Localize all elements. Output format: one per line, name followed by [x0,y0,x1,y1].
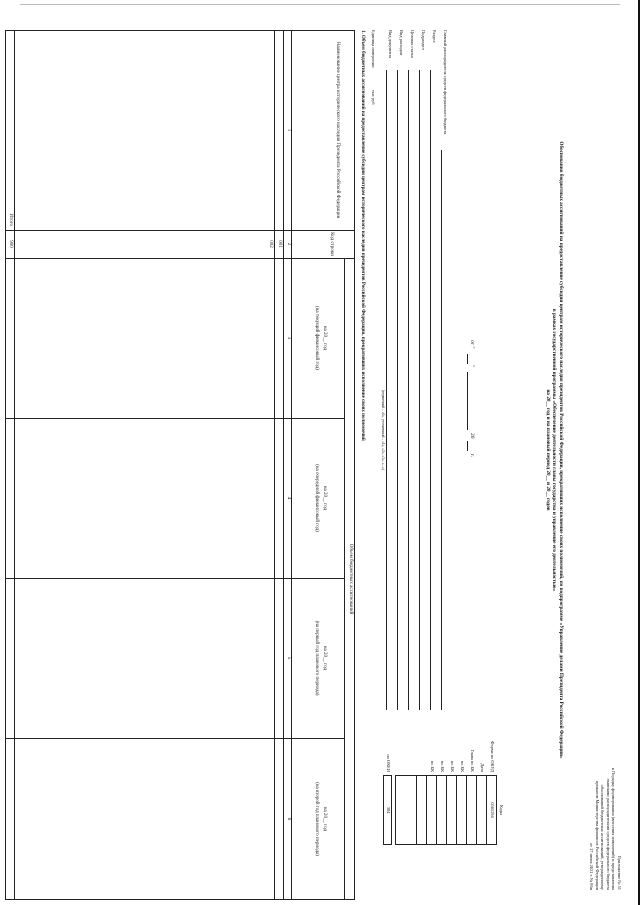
date-month-blank [467,372,468,430]
col-number: 5 [286,656,291,660]
table-col-line [5,578,345,579]
field-blank [386,70,387,710]
codes-header: Коды [499,805,504,815]
col-number: 1 [286,128,291,132]
period-desc-current: (на текущий финансовый год) [314,306,319,370]
field-blank [419,70,420,710]
date-year: 20 [469,433,475,439]
budget-table [5,30,355,900]
okud-value: 0505294 [490,802,495,818]
period-year-plan1: на 20__ год [322,645,327,671]
field-blank [397,70,398,710]
row-code: 001 [277,240,282,248]
codes-divider [436,775,437,845]
field-label-main-manager: Главный распорядитель средств федерального бюджета [443,30,448,135]
field-label-section: Раздел [432,30,437,43]
okud-label: Форма по ОКУД [490,741,495,772]
appendix-line: Приложение № 51 [617,855,622,890]
appendix-note [589,690,622,890]
codes-divider [466,775,467,845]
date-label: Дата [480,763,485,772]
unit-value: тыс руб [371,90,376,105]
codes-divider [486,775,487,845]
appendix-line: обоснований бюджетных ассигнований, утвержденному [600,784,606,890]
codes-divider [446,775,447,845]
bk-label: по БК [430,760,435,772]
field-label-document-type: Вид документа [388,30,393,59]
period-desc-next: (на очередной финансовый год) [314,464,319,532]
field-label-target-article: Целевая статья [410,30,415,59]
scan-margin [20,4,620,5]
table-col-line [5,230,355,231]
date-from: от " [469,340,475,349]
table-header-line [291,30,292,900]
field-label-expense-type: Вид расходов [399,30,404,56]
field-blank [408,70,409,710]
title-line: в рамках государственной программы «Обеспечение деятельности главы государства и управление его деятельностью» [551,308,558,592]
period-desc-plan1: (на первый год планового периода) [314,620,319,696]
date-g: г. [469,454,475,457]
col-header-budget-volume: Объем бюджетных ассигнований [348,543,353,615]
bk-label: по БК [450,760,455,772]
period-year-plan2: на 20__ год [322,806,327,832]
table-row-line [274,30,275,900]
total-label: Итого [8,213,13,226]
codes-divider [456,775,457,845]
total-code: 900 [8,240,13,248]
col-number: 2 [286,242,291,246]
col-header-row-code: Код строки [329,232,334,256]
period-desc-plan2: (на второй год планового периода) [314,782,319,856]
title-line: Обоснования бюджетных ассигнований на предоставление субсидии центрам исторического наследия президентов Российской Федерации, прекративших исполнение своих полномочий, по подпрограмме «Управление делами Президента Российской Федерации» [558,141,564,759]
table-header-line [344,258,345,900]
okei-label: по ОКЕИ [386,754,391,772]
table-total-line [14,30,15,900]
col-header-center-name: Наименование центра исторического наследия Президента Российской Федерации [335,41,340,219]
date-quote: " [469,365,475,368]
period-year-current: на 20__ год [322,325,327,351]
document-type-caption: (первичный – «0», уточненный – «1», «2», «3», «...») [381,389,385,471]
section-1-title: 1. Объем бюджетных ассигнований на предоставление субсидии центрам исторического наследия президентов Российской Федерации, прекративших исполнение своих полномочий [360,30,365,441]
table-col-line [5,738,345,739]
appendix-line: приказом Министерства финансов Российской Федерации [595,780,600,890]
bk-label: по БК [460,760,465,772]
appendix-line: от 17 июня 2021 г. № 86н [589,842,595,890]
period-year-next: на 20__ год [322,485,327,511]
codes-divider [426,775,427,845]
col-number: 4 [286,496,291,500]
field-blank [441,150,442,710]
col-number: 6 [286,817,291,821]
codes-divider [476,775,477,845]
date-line [465,340,475,500]
table-col-line [5,418,345,419]
field-label-subsection: Подраздел [421,30,426,50]
appendix-line: главными распорядителями средств федерального бюджета [606,778,611,890]
table-col-line [5,258,355,259]
col-number: 3 [286,336,291,340]
bk-glava-label: Глава по БК [470,749,475,772]
date-year-blank [467,441,468,451]
codes-divider [416,775,417,845]
title-line: на 20__ год и на плановый период 20__ и 20__ годов [545,389,551,511]
document-title [545,50,565,850]
date-day-blank [467,354,468,364]
row-code: 002 [268,240,273,248]
okei-value: 384 [386,806,391,814]
field-blank [430,70,431,710]
appendix-line: к Порядку формирования (внесения изменений) и представления [611,767,617,890]
unit-label: Единица измерения: [371,30,376,69]
bk-label: по БК [440,760,445,772]
